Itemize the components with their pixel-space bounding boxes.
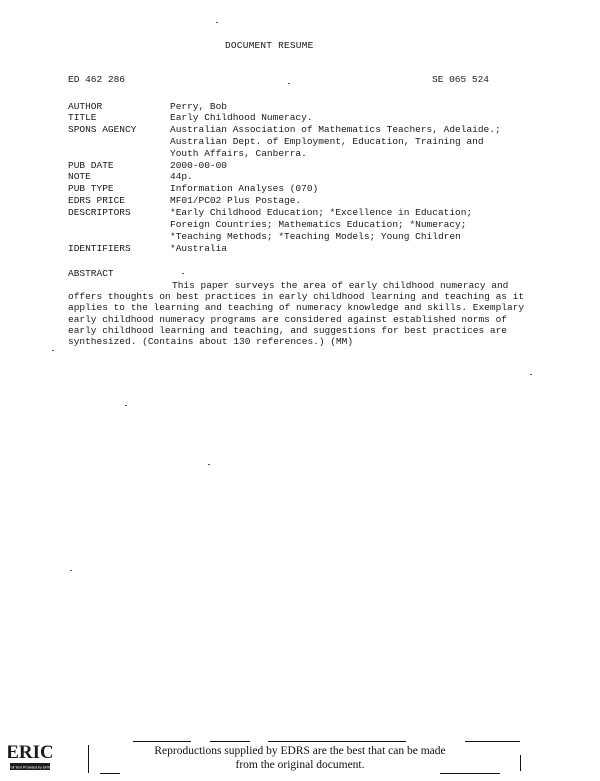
eric-logo xyxy=(8,738,52,774)
footer-rule xyxy=(210,741,250,742)
field-label-pub-type: PUB TYPE xyxy=(68,183,114,194)
field-value-title: Early Childhood Numeracy. xyxy=(170,112,313,123)
footer-rule xyxy=(465,741,520,742)
eric-logo-text: ERIC xyxy=(8,742,52,763)
eric-logo-graphic xyxy=(8,738,52,774)
field-value-pub-type: Information Analyses (070) xyxy=(170,183,319,194)
field-value-descriptors-line1: *Early Childhood Education; *Excellence in Education; xyxy=(170,207,473,218)
field-value-note: 44p. xyxy=(170,171,193,182)
field-label-pub-date: PUB DATE xyxy=(68,160,114,171)
field-value-identifiers: *Australia xyxy=(170,243,228,254)
abstract-text: This paper surveys the area of early childhood numeracy and offers thoughts on best practices in early childhood learning and teaching as it applies to the learning and teaching of numeracy knowledge and skills. Exemplary early childhood numeracy programs are considered against established norms of early childhood learning and teaching, and suggestions for best practices are synthesized. (Contains about 130 references.) (MM) xyxy=(68,280,525,348)
scan-speck xyxy=(530,374,532,375)
scan-speck xyxy=(288,83,290,84)
footer-rule xyxy=(520,755,521,771)
footer-rule xyxy=(133,741,191,742)
field-value-descriptors-line2: Foreign Countries; Mathematics Education; *Numeracy; xyxy=(170,219,467,230)
abstract-body xyxy=(68,280,538,347)
field-label-author: AUTHOR xyxy=(68,101,103,112)
field-value-pub-date: 2000-00-00 xyxy=(170,160,228,171)
field-value-edrs-price: MF01/PC02 Plus Postage. xyxy=(170,195,302,206)
footer-note xyxy=(135,744,465,772)
footer-line-1: Reproductions supplied by EDRS are the best that can be made xyxy=(154,745,446,757)
field-label-title: TITLE xyxy=(68,112,97,123)
footer-rule xyxy=(100,773,120,774)
footer-rule xyxy=(88,745,89,773)
scan-speck xyxy=(208,464,210,465)
scan-speck xyxy=(125,405,127,406)
ed-number: ED 462 286 xyxy=(68,74,126,85)
field-value-spons-agency-line3: Youth Affairs, Canberra. xyxy=(170,148,307,159)
footer-rule xyxy=(268,741,406,742)
abstract-label: ABSTRACT xyxy=(68,268,114,279)
field-value-author: Perry, Bob xyxy=(170,101,228,112)
footer-line-2: from the original document. xyxy=(235,759,365,771)
field-label-edrs-price: EDRS PRICE xyxy=(68,195,126,206)
field-value-spons-agency-line1: Australian Association of Mathematics Teachers, Adelaide.; xyxy=(170,124,501,135)
field-value-descriptors-line3: *Teaching Methods; *Teaching Models; Young Children xyxy=(170,231,461,242)
eric-logo-subtext: Full Text Provided by ERIC xyxy=(8,765,52,770)
footer-rule xyxy=(440,773,500,774)
field-label-descriptors: DESCRIPTORS xyxy=(68,207,131,218)
field-label-identifiers: IDENTIFIERS xyxy=(68,243,131,254)
field-label-note: NOTE xyxy=(68,171,91,182)
se-number: SE 065 524 xyxy=(432,74,490,85)
scan-speck xyxy=(70,570,72,571)
field-value-spons-agency-line2: Australian Dept. of Employment, Education, Training and xyxy=(170,136,484,147)
field-label-spons-agency: SPONS AGENCY xyxy=(68,124,137,135)
scan-speck xyxy=(52,350,54,351)
document-title: DOCUMENT RESUME xyxy=(225,40,314,51)
scan-speck xyxy=(182,273,184,274)
scan-speck xyxy=(216,22,218,23)
